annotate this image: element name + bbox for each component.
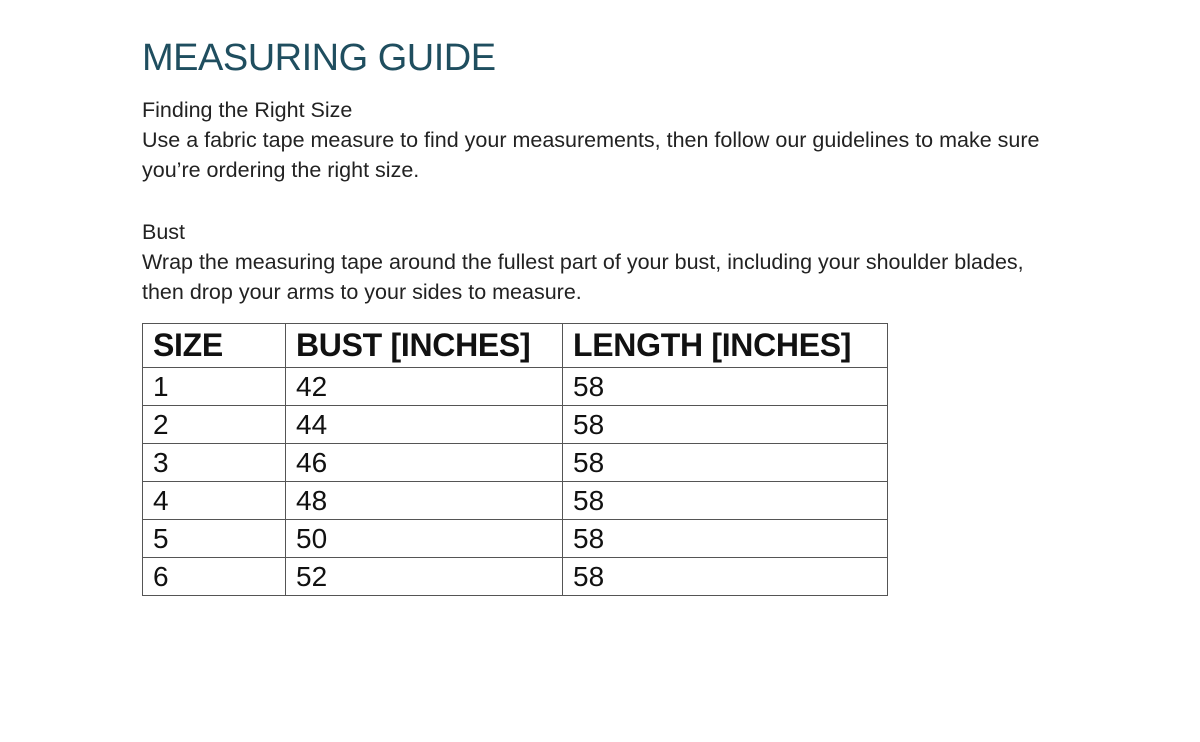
intro-section bbox=[142, 95, 1062, 185]
bust-section bbox=[142, 217, 1062, 307]
bust-heading: Bust bbox=[142, 220, 186, 244]
size-chart-table bbox=[142, 323, 888, 596]
table-header-row bbox=[143, 324, 888, 368]
table-row bbox=[143, 444, 888, 482]
header-size: SIZE bbox=[143, 324, 286, 368]
intro-heading: Finding the Right Size bbox=[142, 98, 353, 122]
header-length: LENGTH [INCHES] bbox=[563, 324, 888, 368]
cell-bust: 46 bbox=[286, 444, 563, 482]
cell-size: 5 bbox=[143, 520, 286, 558]
cell-length: 58 bbox=[563, 444, 888, 482]
table-row bbox=[143, 558, 888, 596]
header-bust: BUST [INCHES] bbox=[286, 324, 563, 368]
cell-bust: 52 bbox=[286, 558, 563, 596]
table-row bbox=[143, 406, 888, 444]
cell-size: 6 bbox=[143, 558, 286, 596]
cell-length: 58 bbox=[563, 482, 888, 520]
cell-bust: 48 bbox=[286, 482, 563, 520]
cell-length: 58 bbox=[563, 406, 888, 444]
cell-bust: 42 bbox=[286, 368, 563, 406]
cell-size: 1 bbox=[143, 368, 286, 406]
cell-size: 3 bbox=[143, 444, 286, 482]
cell-bust: 44 bbox=[286, 406, 563, 444]
cell-size: 2 bbox=[143, 406, 286, 444]
table-row bbox=[143, 520, 888, 558]
cell-bust: 50 bbox=[286, 520, 563, 558]
bust-body: Wrap the measuring tape around the fullest part of your bust, including your shoulder blades, then drop your arms to your sides to measure. bbox=[142, 250, 1024, 304]
cell-size: 4 bbox=[143, 482, 286, 520]
cell-length: 58 bbox=[563, 520, 888, 558]
intro-body: Use a fabric tape measure to find your measurements, then follow our guidelines to make sure you’re ordering the right size. bbox=[142, 128, 1040, 182]
cell-length: 58 bbox=[563, 558, 888, 596]
table-row bbox=[143, 368, 888, 406]
cell-length: 58 bbox=[563, 368, 888, 406]
page-title: MEASURING GUIDE bbox=[142, 37, 496, 79]
table-row bbox=[143, 482, 888, 520]
